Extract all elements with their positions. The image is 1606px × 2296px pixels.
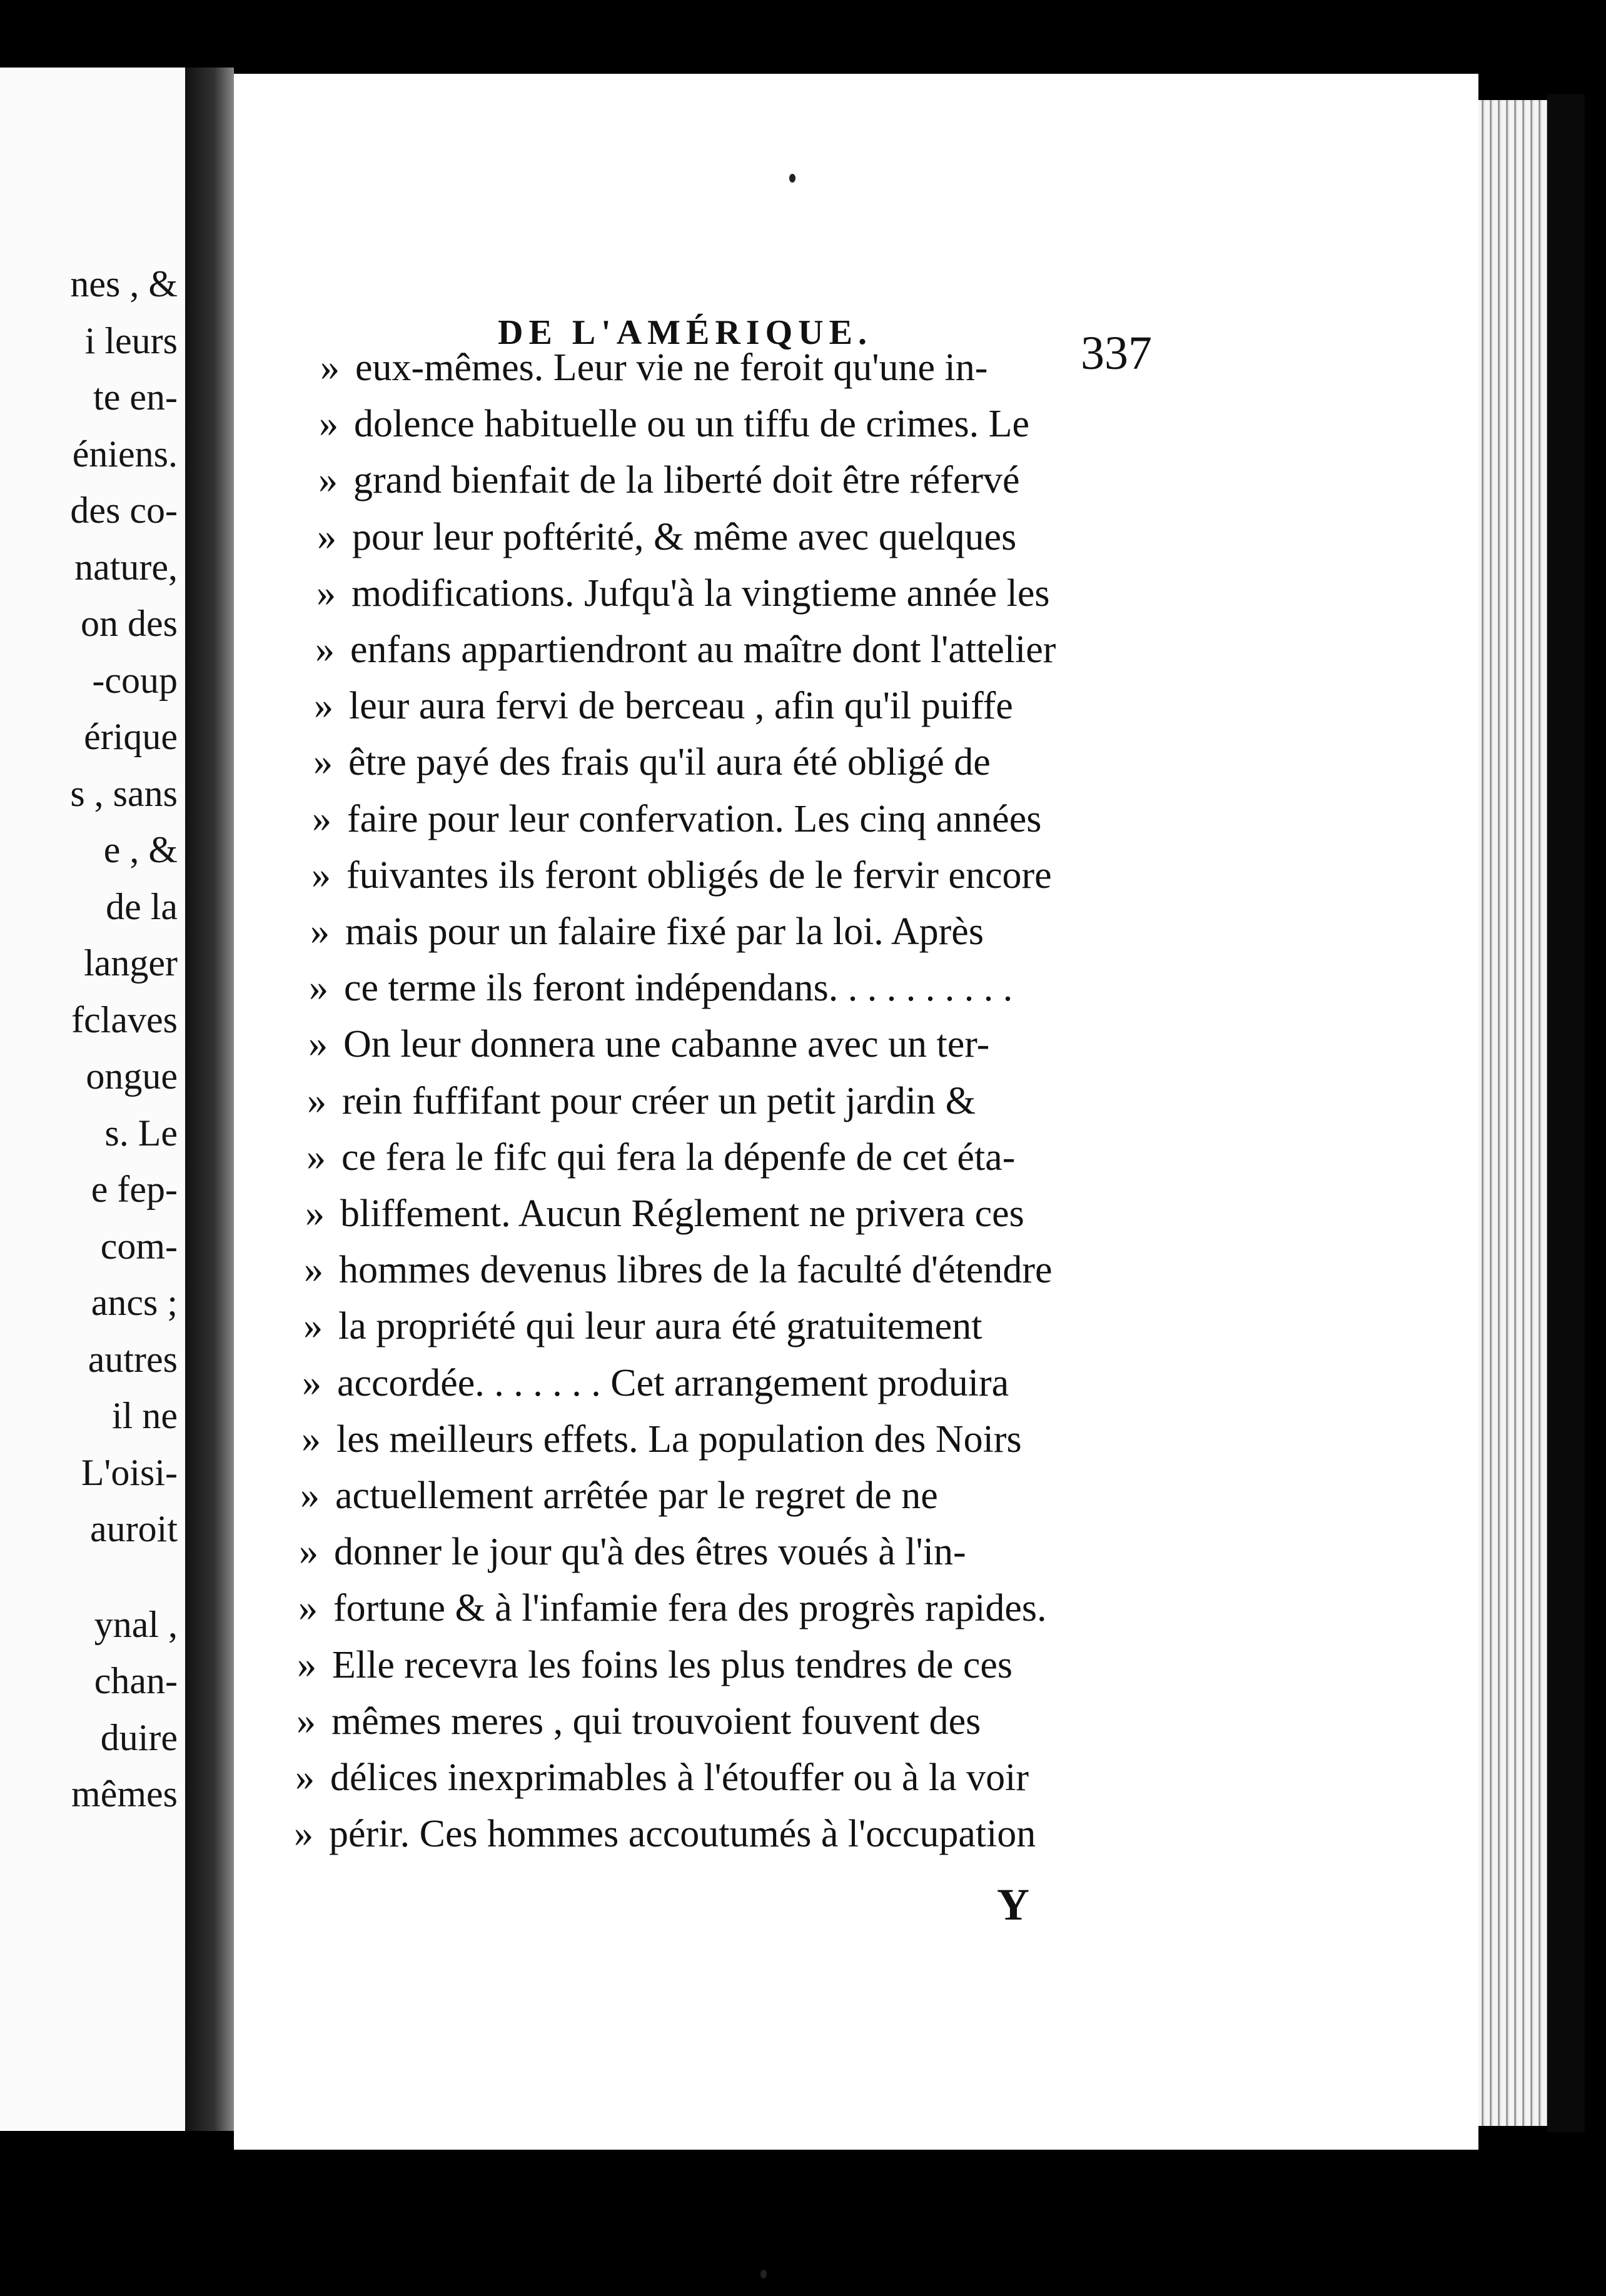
line-text: eux-mêmes. Leur vie ne feroit qu'une in- — [355, 346, 988, 389]
left-page-line: chan- — [94, 1660, 178, 1701]
quote-mark: » — [307, 1080, 326, 1122]
quote-mark: » — [313, 741, 333, 783]
line-text: On leur donnera une cabanne avec un ter- — [343, 1023, 990, 1065]
text-line — [320, 348, 987, 388]
left-page-line: de la — [106, 886, 178, 927]
page-edges — [1478, 100, 1547, 2126]
left-page-line: autres — [88, 1339, 178, 1380]
text-line — [310, 912, 984, 952]
text-line — [299, 1532, 966, 1572]
left-page-line: on des — [81, 603, 178, 644]
left-page-line: il ne — [112, 1395, 178, 1436]
left-page-line: langer — [84, 942, 178, 984]
speck-mark — [789, 174, 795, 183]
quote-mark: » — [296, 1700, 316, 1743]
quote-mark: » — [304, 1249, 323, 1291]
line-text: hommes devenus libres de la faculté d'étendre — [339, 1249, 1053, 1291]
left-page-line: e fep- — [91, 1169, 178, 1210]
text-line — [317, 517, 1016, 557]
left-page-line: duire — [100, 1717, 178, 1758]
text-line — [296, 1701, 981, 1741]
line-text: dolence habituelle ou un tiffu de crimes. Le — [354, 403, 1030, 445]
quote-mark: » — [316, 572, 336, 615]
left-page-line: éniens. — [72, 433, 178, 475]
text-line — [311, 855, 1052, 895]
line-text: délices inexprimables à l'étouffer ou à la voir — [330, 1756, 1029, 1799]
quote-mark: » — [305, 1192, 325, 1235]
quote-mark: » — [315, 628, 335, 671]
text-line — [316, 573, 1050, 613]
text-line — [297, 1645, 1013, 1685]
line-text: les meilleurs effets. La population des Noirs — [336, 1418, 1022, 1461]
text-line — [306, 1137, 1015, 1177]
line-text: accordée. . . . . . . Cet arrangement produira — [337, 1362, 1009, 1404]
left-page-line: ongue — [86, 1055, 178, 1097]
left-page-line: mêmes — [71, 1773, 178, 1815]
quote-mark: » — [312, 798, 331, 840]
text-line — [303, 1306, 982, 1346]
left-page-line: e , & — [103, 829, 178, 870]
quote-mark: » — [294, 1813, 313, 1855]
line-text: périr. Ces hommes accoutumés à l'occupation — [329, 1813, 1036, 1855]
left-page-line: fclaves — [71, 999, 178, 1040]
quote-mark: » — [317, 516, 336, 558]
line-text: ce terme ils feront indépendans. . . . . . . . . . — [344, 967, 1013, 1009]
line-text: bliffement. Aucun Réglement ne privera ces — [340, 1192, 1024, 1235]
line-text: fuivantes ils feront obligés de le fervir encore — [346, 854, 1052, 897]
signature-mark: Y — [997, 1880, 1029, 1930]
line-text: être payé des frais qu'il aura été obligé de — [348, 741, 991, 783]
line-text: rein fuffifant pour créer un petit jardin & — [342, 1080, 976, 1122]
page-number: 337 — [1081, 327, 1152, 380]
text-line — [309, 968, 1013, 1008]
text-line — [295, 1758, 1029, 1798]
gutter-shadow — [185, 68, 234, 2131]
quote-mark: » — [311, 854, 331, 897]
text-line — [307, 1081, 976, 1121]
quote-mark: » — [320, 346, 340, 389]
quote-mark: » — [319, 403, 338, 445]
left-page-line: s , sans — [70, 773, 178, 814]
line-text: leur aura fervi de berceau , afin qu'il puiffe — [349, 685, 1013, 727]
quote-mark: » — [299, 1531, 318, 1573]
running-head: DE L'AMÉRIQUE. — [498, 313, 872, 352]
line-text: ce fera le fifc qui fera la dépenfe de cet éta- — [341, 1136, 1016, 1179]
line-text: enfans appartiendront au maître dont l'attelier — [350, 628, 1056, 671]
left-page-line: auroit — [90, 1508, 178, 1549]
quote-mark: » — [301, 1418, 321, 1461]
line-text: Elle recevra les foins les plus tendres de ces — [332, 1644, 1013, 1686]
line-text: fortune & à l'infamie fera des progrès rapides. — [333, 1587, 1047, 1629]
line-text: mais pour un falaire fixé par la loi. Après — [345, 910, 984, 953]
page-edge-shadow — [1547, 94, 1585, 2132]
text-line — [308, 1024, 989, 1064]
left-page-line: des co- — [70, 490, 178, 531]
quote-mark: » — [309, 967, 328, 1009]
left-page-line: s. Le — [104, 1112, 178, 1154]
text-line — [304, 1250, 1053, 1290]
left-page-line: L'oisi- — [81, 1452, 178, 1493]
line-text: donner le jour qu'à des êtres voués à l'in- — [334, 1531, 966, 1573]
text-line — [314, 686, 1013, 726]
left-page-line: érique — [84, 716, 178, 757]
line-text: la propriété qui leur aura été gratuitement — [338, 1305, 982, 1347]
quote-mark: » — [300, 1474, 320, 1517]
text-line — [301, 1419, 1022, 1459]
left-page-line: -coup — [92, 660, 178, 701]
quote-mark: » — [302, 1362, 321, 1404]
text-line — [312, 799, 1041, 839]
quote-mark: » — [318, 459, 338, 501]
quote-mark: » — [297, 1644, 316, 1686]
quote-mark: » — [303, 1305, 323, 1347]
text-line — [318, 460, 1020, 500]
quote-mark: » — [310, 910, 330, 953]
speck-mark — [760, 2270, 767, 2278]
text-line — [298, 1588, 1047, 1628]
left-page-line: nes , & — [70, 263, 178, 305]
quote-mark: » — [306, 1136, 326, 1179]
text-line — [313, 742, 991, 782]
text-line — [302, 1363, 1009, 1403]
left-page-line: ynal , — [94, 1604, 178, 1645]
line-text: faire pour leur confervation. Les cinq années — [347, 798, 1042, 840]
line-text: mêmes meres , qui trouvoient fouvent des — [331, 1700, 981, 1743]
quote-mark: » — [295, 1756, 315, 1799]
left-page-line: ancs ; — [91, 1282, 178, 1323]
line-text: actuellement arrêtée par le regret de ne — [335, 1474, 938, 1517]
quote-mark: » — [308, 1023, 328, 1065]
left-page-line: te en- — [93, 376, 178, 418]
text-line — [294, 1814, 1036, 1854]
text-line — [315, 630, 1056, 670]
line-text: grand bienfait de la liberté doit être réfervé — [353, 459, 1020, 501]
left-page-line: com- — [100, 1226, 178, 1267]
quote-mark: » — [298, 1587, 318, 1629]
line-text: modifications. Jufqu'à la vingtieme année les — [351, 572, 1050, 615]
text-line — [319, 404, 1029, 444]
line-text: pour leur poftérité, & même avec quelques — [352, 516, 1017, 558]
text-line — [305, 1194, 1024, 1234]
left-page-line: i leurs — [84, 320, 178, 361]
left-page-line: nature, — [74, 546, 178, 588]
left-facing-page — [0, 68, 185, 2131]
text-line — [300, 1476, 938, 1516]
quote-mark: » — [314, 685, 333, 727]
